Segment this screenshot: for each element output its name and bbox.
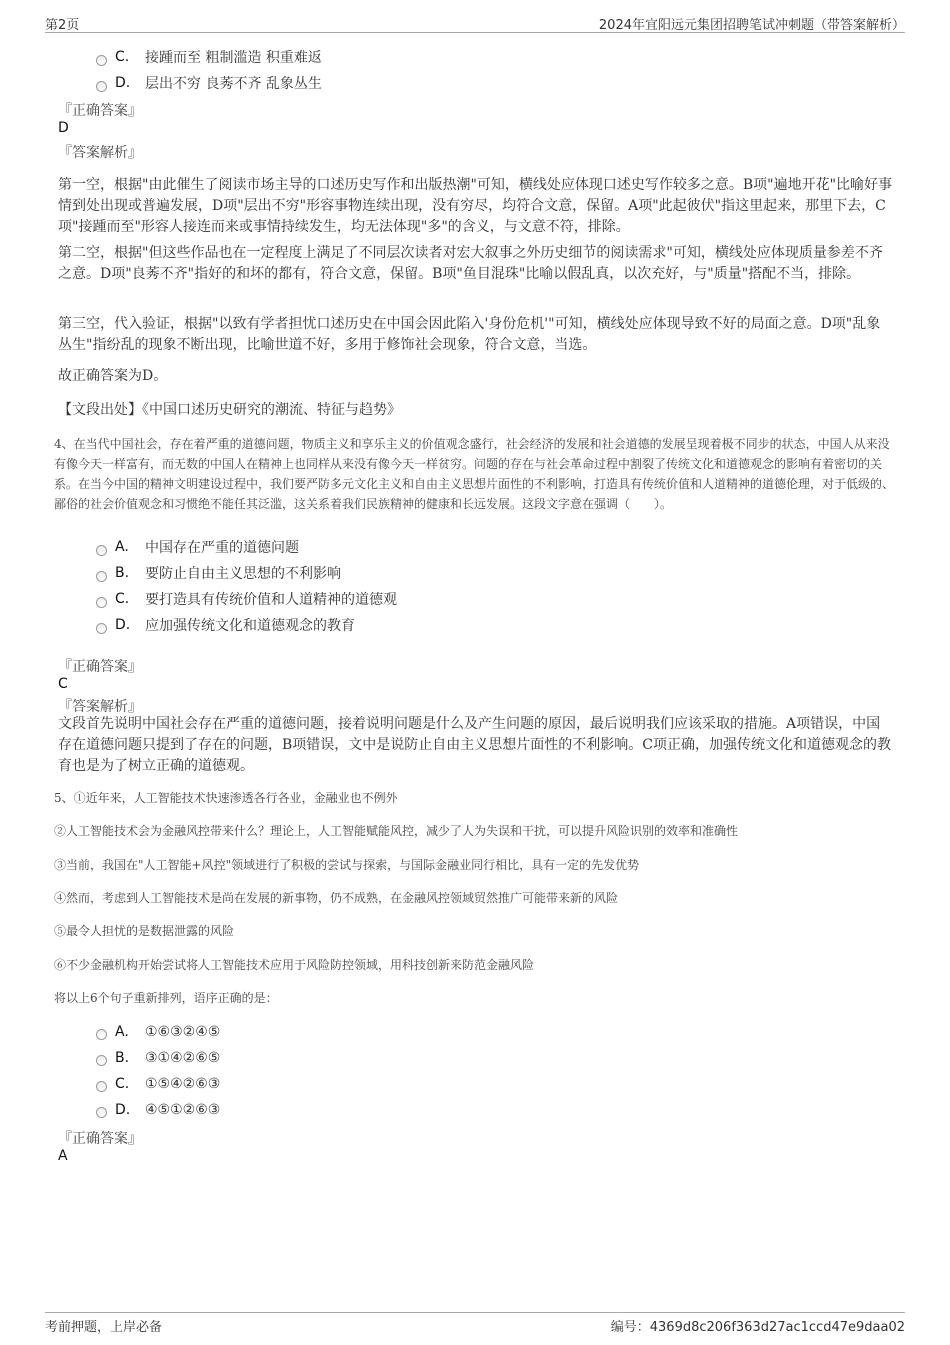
serial-number: 编号：4369d8c206f363d27ac1ccd47e9daa02 xyxy=(610,1320,905,1335)
footer-slogan: 考前押题，上岸必备 xyxy=(45,1320,163,1335)
option-c[interactable]: C. ①⑤④②⑥③ xyxy=(96,1075,220,1092)
analysis-conclusion: 故正确答案为D。 xyxy=(58,368,168,384)
option-d[interactable]: D. 层出不穷 良莠不齐 乱象丛生 xyxy=(96,73,322,93)
option-b[interactable]: B. 要防止自由主义思想的不利影响 xyxy=(96,563,341,583)
analysis-label: 『答案解析』 xyxy=(58,145,142,161)
sentence-1: 5、①近年来，人工智能技术快速渗透各行各业，金融业也不例外 xyxy=(54,791,398,805)
correct-answer: D xyxy=(58,120,69,136)
radio-icon[interactable] xyxy=(96,1081,107,1092)
radio-icon[interactable] xyxy=(96,597,107,608)
sentence-3: ③当前，我国在"人工智能+风控"领域进行了积极的尝试与探索，与国际金融业同行相比，具有一定的先发优势 xyxy=(54,858,640,872)
page-number: 第2页 xyxy=(45,18,80,33)
radio-icon[interactable] xyxy=(96,545,107,556)
answer-label: 『正确答案』 xyxy=(58,1131,142,1147)
correct-answer: A xyxy=(58,1148,68,1164)
analysis-paragraph: 文段首先说明中国社会存在严重的道德问题，接着说明问题是什么及产生问题的原因，最后说明我们应该采取的措施。A项错误，中国存在道德问题只提到了存在的问题，B项错误，文中是说防止自由主义思想片面性的不利影响。C项正确，加强传统文化和道德观念的教育也是为了树立正确的道德观。 xyxy=(58,716,891,774)
radio-icon[interactable] xyxy=(96,81,107,92)
answer-label: 『正确答案』 xyxy=(58,103,142,119)
analysis-paragraph: 第三空，代入验证，根据"以致有学者担忧口述历史在中国会因此陷入'身份危机'"可知，横线处应体现导致不好的局面之意。D项"乱象丛生"指纷乱的现象不断出现，比喻世道不好，多用于修饰社会现象，符合文意，当选。 xyxy=(58,316,881,353)
radio-icon[interactable] xyxy=(96,1055,107,1066)
correct-answer: C xyxy=(58,676,68,692)
analysis-paragraph: 第二空，根据"但这些作品也在一定程度上满足了不同层次读者对宏大叙事之外历史细节的阅读需求"可知，横线处应体现质量参差不齐之意。D项"良莠不齐"指好的和坏的都有，符合文意，保留。B项"鱼目混珠"比喻以假乱真，以次充好，与"质量"搭配不当，排除。 xyxy=(58,245,883,282)
option-a[interactable]: A. ①⑥③②④⑤ xyxy=(96,1023,220,1040)
option-c[interactable]: C. 要打造具有传统价值和人道精神的道德观 xyxy=(96,589,397,609)
option-b[interactable]: B. ③①④②⑥⑤ xyxy=(96,1049,220,1066)
option-c[interactable]: C. 接踵而至 粗制滥造 积重难返 xyxy=(96,47,322,67)
radio-icon[interactable] xyxy=(96,623,107,634)
sentence-6: ⑥不少金融机构开始尝试将人工智能技术应用于风险防控领域，用科技创新来防范金融风险 xyxy=(54,958,535,972)
sentence-2: ②人工智能技术会为金融风控带来什么？理论上，人工智能赋能风控，减少了人为失误和干扰，可以提升风险识别的效率和准确性 xyxy=(54,824,739,838)
question-stem: 4、在当代中国社会，存在着严重的道德问题，物质主义和享乐主义的价值观念盛行，社会经济的发展和社会道德的发展呈现着极不同步的状态，中国人从来没有像今天一样富有，而无数的中国人在精神上也同样从来没有像今天一样贫穷。问题的存在与社会革命过程中割裂了传统文化和道德观念的影响有着密切的关系。在当今中国的精神文明建设过程中，我们要严防多元文化主义和自由主义思想片面性的不利影响，打造具有传统价值和人道精神的道德伦理，对于低级的、鄙俗的社会价值观念和习惯绝不能任其泛滥，这关系着我们民族精神的健康和长远发展。这段文字意在强调（ ）。 xyxy=(54,437,895,511)
sentence-4: ④然而，考虑到人工智能技术是尚在发展的新事物，仍不成熟，在金融风控领域贸然推广可能带来新的风险 xyxy=(54,891,619,905)
analysis-label: 『答案解析』 xyxy=(58,699,142,715)
radio-icon[interactable] xyxy=(96,55,107,66)
radio-icon[interactable] xyxy=(96,571,107,582)
page-footer xyxy=(45,1312,905,1335)
document-title: 2024年宜阳远元集团招聘笔试冲刺题（带答案解析） xyxy=(598,18,905,33)
analysis-paragraph: 第一空，根据"由此催生了阅读市场主导的口述历史写作和出版热潮"可知，横线处应体现口述史写作较多之意。B项"遍地开花"比喻好事情到处出现或普遍发展，D项"层出不穷"形容事物连续出现，没有穷尽，均符合文意，保留。A项"此起彼伏"指这里起来，那里下去，C项"接踵而至"形容人接连而来或事情持续发生，均无法体现"多"的含义，与文意不符，排除。 xyxy=(58,177,893,235)
answer-label: 『正确答案』 xyxy=(58,659,142,675)
passage-source: 【文段出处】《中国口述历史研究的潮流、特征与趋势》 xyxy=(58,402,401,418)
option-d[interactable]: D. 应加强传统文化和道德观念的教育 xyxy=(96,615,355,635)
radio-icon[interactable] xyxy=(96,1029,107,1040)
question-prompt: 将以上6个句子重新排列，语序正确的是： xyxy=(54,991,278,1005)
radio-icon[interactable] xyxy=(96,1107,107,1118)
option-d[interactable]: D. ④⑤①②⑥③ xyxy=(96,1101,220,1118)
sentence-5: ⑤最令人担忧的是数据泄露的风险 xyxy=(54,924,235,938)
option-a[interactable]: A. 中国存在严重的道德问题 xyxy=(96,537,299,557)
page-header xyxy=(45,14,905,33)
